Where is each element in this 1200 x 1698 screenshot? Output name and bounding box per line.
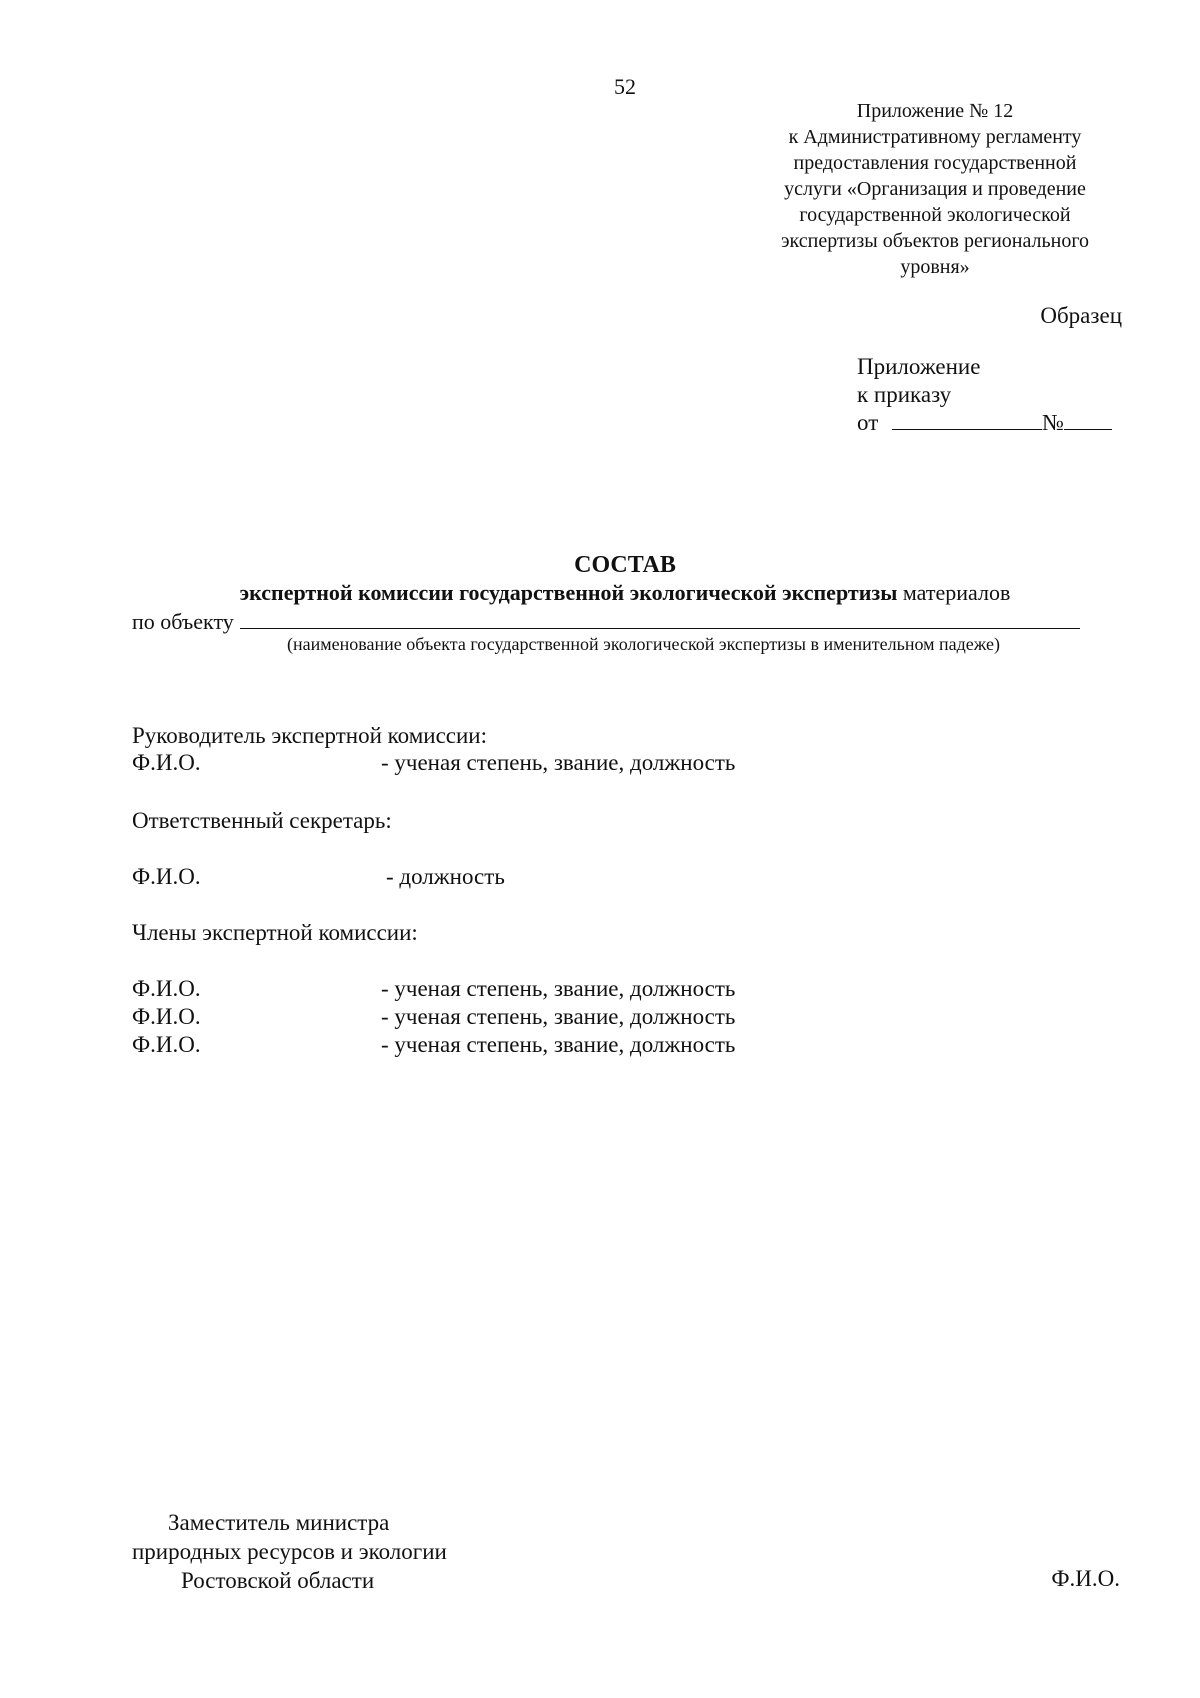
member-fio: Ф.И.О.	[132, 1004, 201, 1029]
appendix-line: предоставления государственной	[793, 152, 1077, 174]
signature-line: Заместитель министра	[168, 1510, 390, 1535]
appendix-line: экспертизы объектов регионального	[780, 230, 1090, 252]
appendix-header	[740, 98, 1130, 280]
order-from-label: от	[857, 410, 879, 435]
secretary-label: Ответственный секретарь:	[132, 808, 392, 833]
signature-line: Ростовской области	[181, 1568, 375, 1593]
document-subtitle	[0, 580, 1200, 606]
appendix-line: уровня»	[900, 256, 970, 278]
object-blank	[240, 610, 1080, 629]
head-fio: Ф.И.О.	[132, 750, 201, 775]
object-label: по объекту	[132, 609, 234, 634]
signature-fio: Ф.И.О.	[1051, 1566, 1120, 1591]
member-role: - ученая степень, звание, должность	[381, 976, 736, 1001]
member-role: - ученая степень, звание, должность	[381, 1032, 736, 1057]
order-number-blank	[1064, 411, 1112, 430]
sample-label: Образец	[1040, 303, 1122, 328]
member-fio: Ф.И.О.	[132, 1032, 201, 1057]
secretary-role: - должность	[386, 864, 505, 889]
signature-block	[132, 1508, 447, 1595]
object-hint: (наименование объекта государственной экологической экспертизы в именительном падеже)	[287, 634, 1000, 654]
appendix-line: Приложение № 12	[856, 100, 1014, 122]
subtitle-bold: экспертной комиссии государственной экологической экспертизы	[239, 580, 898, 605]
member-fio: Ф.И.О.	[132, 976, 201, 1001]
member-role: - ученая степень, звание, должность	[381, 1004, 736, 1029]
document-title: СОСТАВ	[574, 552, 676, 578]
head-label: Руководитель экспертной комиссии:	[132, 723, 487, 748]
members-label: Члены экспертной комиссии:	[132, 920, 418, 945]
appendix-line: государственной экологической	[799, 204, 1071, 226]
order-line-appendix: Приложение	[857, 354, 981, 379]
order-date-blank	[892, 411, 1042, 430]
page-number: 52	[614, 74, 636, 99]
order-line-to-order: к приказу	[857, 382, 952, 407]
signature-line: природных ресурсов и экологии	[132, 1539, 447, 1564]
head-role: - ученая степень, звание, должность	[381, 750, 736, 775]
appendix-line: к Административному регламенту	[788, 126, 1082, 148]
appendix-line: услуги «Организация и проведение	[784, 178, 1086, 200]
secretary-fio: Ф.И.О.	[132, 864, 201, 889]
order-date-number-line	[857, 409, 1112, 437]
object-line	[132, 609, 1080, 635]
order-number-label: №	[1042, 410, 1064, 435]
order-reference	[857, 353, 1112, 437]
subtitle-normal: материалов	[897, 580, 1011, 605]
